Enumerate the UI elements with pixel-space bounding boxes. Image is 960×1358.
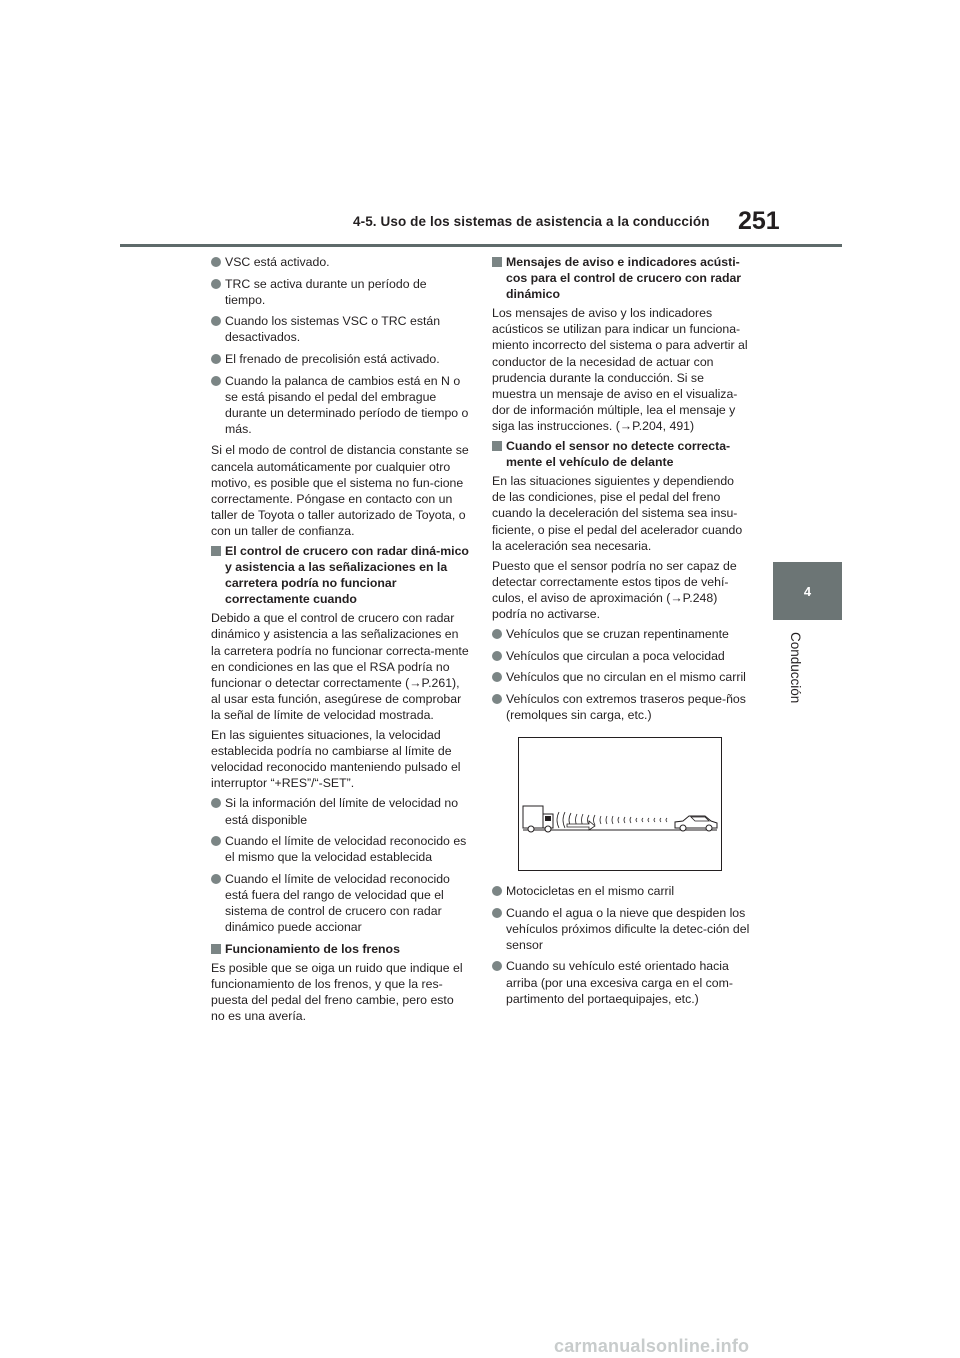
bullet-dot-icon: [211, 836, 221, 846]
bullet-item: [211, 276, 469, 308]
bullet-dot-icon: [211, 279, 221, 289]
section-heading: [492, 438, 750, 470]
car-icon: [675, 816, 717, 831]
bullet-dot-icon: [211, 376, 221, 386]
paragraph: Si el modo de control de distancia constante se cancela automáticamente por cualquier otro motivo, es posible que el sistema no fun-cione correctamente. Póngase en contacto con un taller de Toyota o taller autorizado de Toyota, o con un taller de confianza.: [211, 443, 469, 538]
footer-watermark-link[interactable]: carmanualsonline.info: [554, 1336, 750, 1356]
bullet-text: Vehículos con extremos traseros peque-ños (remolques sin carga, etc.): [506, 691, 746, 722]
bullet-text: Cuando el agua o la nieve que despiden los vehículos próximos dificulte la detec-ción del sensor: [506, 905, 750, 952]
section-heading: [211, 941, 469, 957]
bullet-text: Cuando su vehículo esté orientado hacia arriba (por una excesiva carga en el com-partimento del portaequipajes, etc.): [506, 959, 733, 1006]
square-bullet-icon: [492, 257, 502, 267]
bullet-item: [492, 669, 750, 685]
right-column: [492, 254, 750, 1012]
bullet-dot-icon: [211, 316, 221, 326]
bullet-dot-icon: [211, 257, 221, 267]
truck-icon: [523, 806, 553, 832]
bullet-item: [211, 795, 469, 827]
bullet-item: [492, 648, 750, 664]
bullet-item: [211, 833, 469, 865]
square-bullet-icon: [211, 546, 221, 556]
paragraph: Es posible que se oiga un ruido que indique el funcionamiento de los frenos, y que la res-puesta del pedal del freno cambie, pero esto no es una avería.: [211, 960, 463, 1024]
bullet-text: Motocicletas en el mismo carril: [506, 884, 675, 899]
bullet-text: Cuando el límite de velocidad reconocido está fuera del rango de velocidad que el sistema de control de crucero con radar dinámico puede accionar: [225, 871, 450, 935]
bullet-item: [211, 313, 469, 345]
square-bullet-icon: [492, 441, 502, 451]
section-heading-text: El control de crucero con radar diná-mico y asistencia a las señalizaciones en la carretera podría no funcionar correctamente cuando: [225, 544, 469, 607]
paragraph: Puesto que el sensor podría no ser capaz de detectar correctamente estos tipos de vehí-culos, el aviso de aproximación (→P.248) podría no activarse.: [492, 558, 737, 621]
bullet-item: [211, 871, 469, 935]
page-number: 251: [738, 207, 780, 235]
chapter-tab-number: 4: [803, 583, 812, 599]
bullet-text: Cuando la palanca de cambios está en N o se está pisando el pedal del embrague durante un determinado período de tiempo o más.: [225, 373, 469, 436]
bullet-text: TRC se activa durante un período de tiempo.: [225, 276, 427, 307]
bullet-item: [492, 905, 750, 953]
section-heading-text: Mensajes de aviso e indicadores acústi-cos para el control de crucero con radar dinámico: [506, 255, 742, 302]
paragraph: Debido a que el control de crucero con radar dinámico y asistencia a las señalizaciones en la carretera podría no funcionar correcta-mente en condiciones en las que el RSA podría no funcionar o detectar correctamente (→P.261), al usar esta función, asegúrese de comprobar la señal de límite de velocidad mostrada.: [211, 611, 469, 722]
bullet-item: [492, 883, 750, 899]
bullet-item: [211, 351, 469, 367]
section-heading: [211, 543, 469, 607]
bullet-item: [492, 626, 750, 642]
bullet-dot-icon: [492, 694, 502, 704]
bullet-text: Cuando los sistemas VSC o TRC están desactivados.: [225, 314, 441, 345]
bullet-text: Vehículos que circulan a poca velocidad: [506, 648, 725, 663]
bullet-item: [492, 691, 750, 723]
header-rule: [120, 244, 842, 247]
square-bullet-icon: [211, 944, 221, 954]
bullet-dot-icon: [492, 651, 502, 661]
truck-radar-illustration: [519, 738, 721, 870]
bullet-text: Cuando el límite de velocidad reconocido es el mismo que la velocidad establecida: [225, 834, 467, 865]
bullet-dot-icon: [492, 629, 502, 639]
bullet-dot-icon: [492, 961, 502, 971]
bullet-text: Vehículos que no circulan en el mismo carril: [506, 670, 746, 685]
paragraph: En las situaciones siguientes y dependiendo de las condiciones, pise el pedal del freno cuando la deceleración del sistema sea insu-ficiente, o pise el pedal del acelerador cuando la aceleración sea necesaria.: [492, 474, 743, 553]
header-title: 4-5. Uso de los sistemas de asistencia a la conducción: [353, 214, 710, 229]
bullet-text: El frenado de precolisión está activado.: [225, 351, 440, 366]
paragraph: En las siguientes situaciones, la velocidad establecida podría no cambiarse al límite de velocidad reconocido manteniendo pulsado el interruptor “+RES”/“-SET”.: [211, 728, 461, 791]
section-heading-text: Funcionamiento de los frenos: [225, 941, 400, 956]
section-heading-text: Cuando el sensor no detecte correcta-mente el vehículo de delante: [506, 439, 731, 470]
bullet-text: Vehículos que se cruzan repentinamente: [506, 627, 729, 642]
chapter-tab[interactable]: [773, 562, 842, 620]
bullet-item: [492, 958, 750, 1006]
bullet-dot-icon: [492, 908, 502, 918]
bullet-dot-icon: [211, 874, 221, 884]
section-heading: [492, 254, 750, 302]
bullet-dot-icon: [211, 354, 221, 364]
bullet-dot-icon: [492, 672, 502, 682]
left-column: [211, 254, 469, 1028]
bullet-text: VSC está activado.: [225, 255, 330, 269]
bullet-item: [211, 254, 469, 270]
illustration-figure: [518, 737, 722, 871]
chapter-tab-label: Conducción: [788, 632, 803, 704]
bullet-item: [211, 373, 469, 437]
bullet-text: Si la información del límite de velocidad no está disponible: [225, 796, 459, 827]
bullet-dot-icon: [492, 886, 502, 896]
paragraph: Los mensajes de aviso y los indicadores acústicos se utilizan para indicar un funciona-miento incorrecto del sistema o para advertir al conductor de la necesidad de actuar con prudencia durante la conducción. Si se muestra un mensaje de aviso en el visualiza-dor de información múltiple, lea el mensaje y siga las instrucciones. (→P.204, 491): [492, 306, 748, 433]
bullet-dot-icon: [211, 798, 221, 808]
direction-arrow-icon: [567, 821, 595, 830]
